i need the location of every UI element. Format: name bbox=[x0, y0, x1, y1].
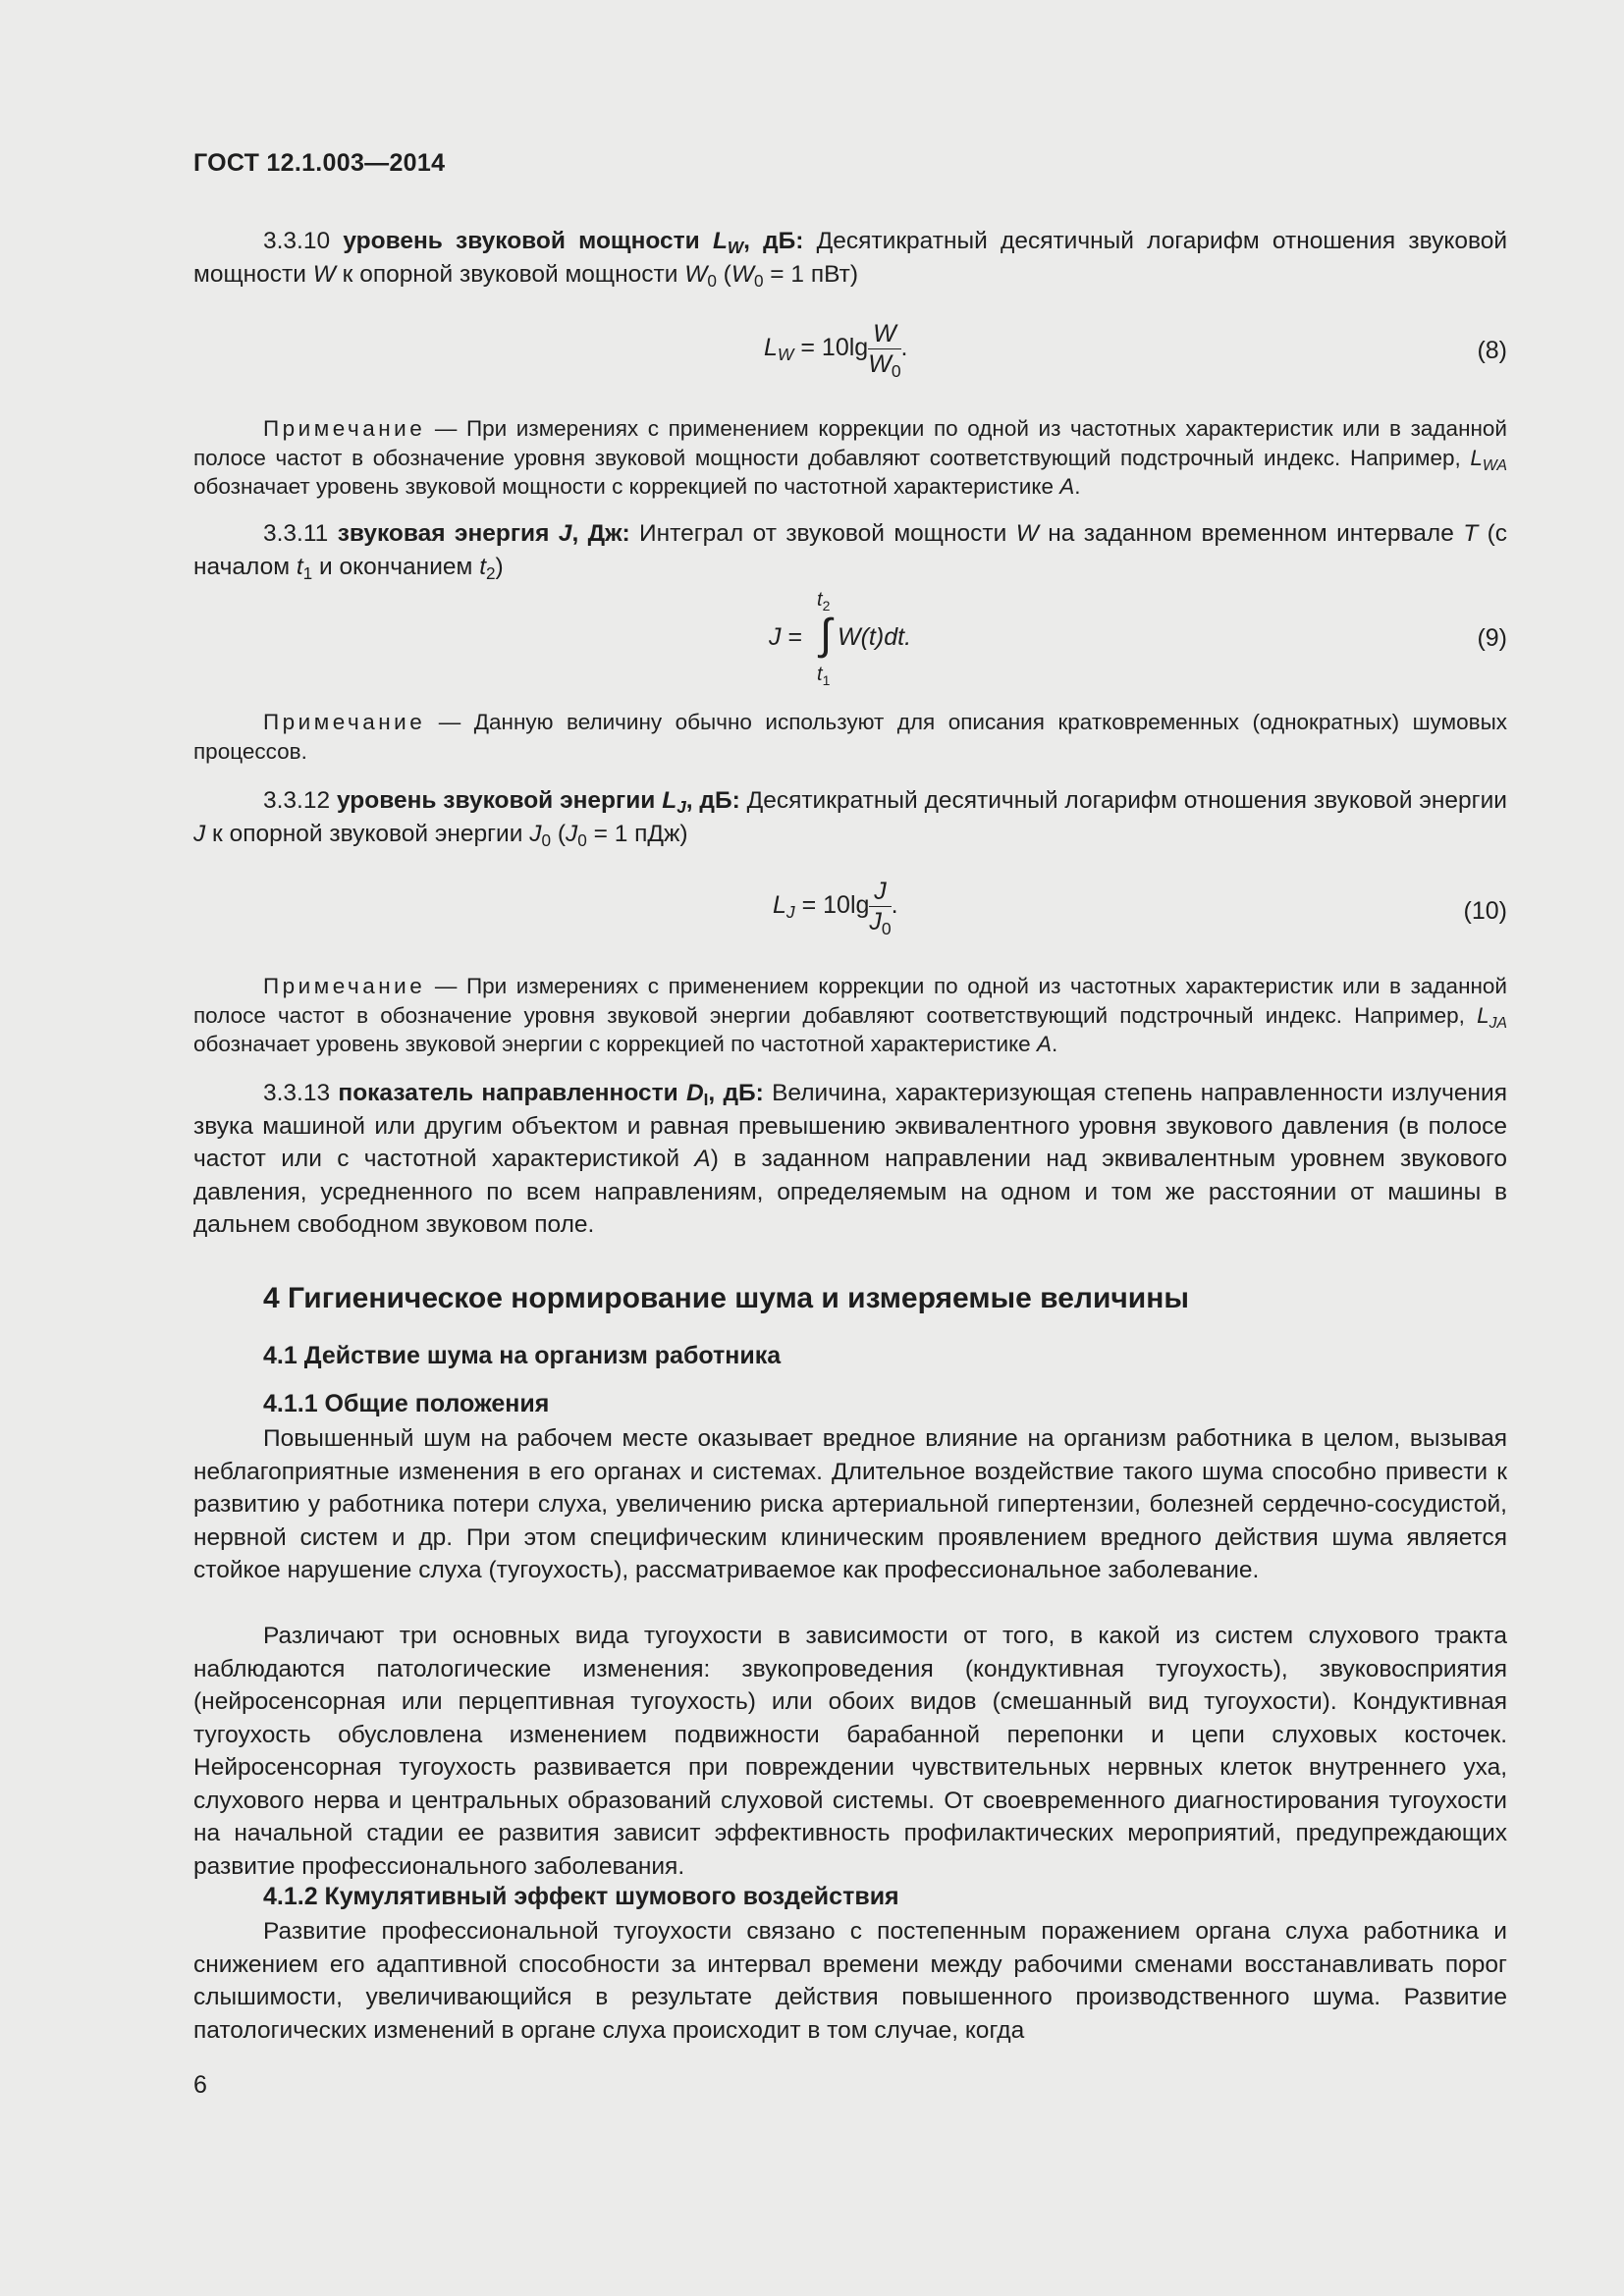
formula-number-9: (9) bbox=[1477, 624, 1507, 652]
clause-number: 3.3.11 bbox=[263, 520, 338, 547]
term: показатель направленности $D_I$, дБ: bbox=[338, 1080, 764, 1109]
clause-number: 3.3.10 bbox=[263, 228, 344, 254]
note-2: Примечание — Данную величину обычно используют для описания кратковременных (однократных) шумовых процессов. bbox=[193, 710, 1507, 764]
paragraph-4-1-2: Развитие профессиональной тугоухости связано с постепенным поражением органа слуха работника и снижением его адаптивной способности за интервал времени между рабочими сменами восстанавливать порог слышимости, увеличивающийся в результате действия повышенного производственного шума. Развитие патологических изменений в органе слуха происходит в том случае, когда bbox=[193, 1918, 1507, 2044]
definition-3-3-10: 3.3.10 уровень звуковой мощности $L_W$, дБ: Десятикратный десятичный логарифм отношения звуковой мощности W к опорной звуковой мощности $W_0$ ($W_0 = 1$ пВт) bbox=[193, 228, 1508, 291]
paragraph-4-1-1-b: Различают три основных вида тугоухости в зависимости от того, в какой из систем слухового тракта наблюдаются патологические изменения: звукопроведения (кондуктивная тугоухость), звуковосприятия (нейросенсорная или перцептивная тугоухость) или обоих видов (смешанный вид тугоухости). Кондуктивная тугоухость обусловлена изменением подвижности барабанной перепонки и цепи слуховых косточек. Нейросенсорная тугоухость развивается при повреждении чувствительных нервных клеток внутреннего уха, слухового нерва и центральных образований слуховой системы. От своевременного диагностирования тугоухости на начальной стадии ее развития зависит эффективность профилактических мероприятий, предупреждающих развитие профессионального заболевания. bbox=[193, 1623, 1507, 1880]
note-label: Примечание bbox=[263, 974, 426, 998]
paragraph-4-1-1-a: Повышенный шум на рабочем месте оказывает вредное влияние на организм работника в целом, вызывая неблагоприятные изменения в его органах и системах. Длительное воздействие такого шума способно привести к развитию у работника потери слуха, увеличению риска артериальной гипертензии, болезней сердечно-сосудистой, нервной систем и др. При этом специфическим клиническим проявлением вредного действия шума является стойкое нарушение слуха (тугоухость), рассматриваемое как профессиональное заболевание. bbox=[193, 1425, 1507, 1583]
formula-10: $L_J = 10\lg$ $\frac{J}{J_0}$ . bbox=[773, 878, 898, 938]
note-1: Примечание — При измерениях с применением коррекции по одной из частотных характеристик или в заданной полосе частот в обозначение уровня звуковой мощности добавляют соответствующий подстрочный индекс. Например, $L_{WA}$ обозначает уровень звуковой мощности с коррекцией по частотной характеристике A. bbox=[193, 416, 1507, 499]
note-3: Примечание — При измерениях с применением коррекции по одной из частотных характеристик или в заданной полосе частот в обозначение уровня звуковой энергии добавляют соответствующий подстрочный индекс. Например, $L_{JA}$ обозначает уровень звуковой энергии с коррекцией по частотной характеристике A. bbox=[193, 974, 1507, 1056]
term: уровень звуковой мощности $L_W$, дБ: bbox=[343, 228, 804, 257]
formula-number-10: (10) bbox=[1463, 897, 1507, 925]
note-label: Примечание bbox=[263, 710, 426, 734]
integral-sign: ∫ bbox=[820, 611, 833, 659]
definition-3-3-13: 3.3.13 показатель направленности $D_I$, дБ: Величина, характеризующая степень направленности излучения звука машиной или другим объектом и равная превышению эквивалентного уровня звукового давления (в полосе частот или с частотной характеристикой A) в заданном направлении над эквивалентным уровнем звукового давления, усредненного по всем направлениям, определяемым на одном и том же расстоянии от машины в дальнем свободном звуковом поле. bbox=[193, 1080, 1508, 1238]
term: уровень звуковой энергии $L_J$, дБ: bbox=[336, 787, 740, 817]
document-header: ГОСТ 12.1.003—2014 bbox=[193, 149, 446, 177]
definition-3-3-12: 3.3.12 уровень звуковой энергии $L_J$, дБ: Десятикратный десятичный логарифм отношения звуковой энергии J к опорной звуковой энергии $J_0$ ($J_0 = 1$ пДж) bbox=[193, 787, 1507, 850]
term: звуковая энергия J, Дж: bbox=[337, 520, 630, 547]
definition-3-3-11: 3.3.11 звуковая энергия J, Дж: Интеграл от звуковой мощности W на заданном временном интервале T (с началом $t_1$ и окончанием $t_2$) bbox=[193, 520, 1508, 583]
formula-8: $L_W = 10\lg$ $\frac{W}{W_0}$ . bbox=[764, 320, 908, 381]
section-4-1-1-heading: 4.1.1 Общие положения bbox=[263, 1390, 550, 1417]
section-4-1-2-heading: 4.1.2 Кумулятивный эффект шумового воздействия bbox=[263, 1883, 899, 1910]
clause-number: 3.3.13 bbox=[263, 1080, 339, 1106]
section-4-heading: 4 Гигиеническое нормирование шума и измеряемые величины bbox=[263, 1282, 1189, 1314]
section-4-1-heading: 4.1 Действие шума на организм работника bbox=[263, 1342, 782, 1369]
formula-number-8: (8) bbox=[1477, 337, 1507, 364]
formula-9: J = $t_2$ ∫ $t_1$ W(t)dt. bbox=[769, 589, 912, 688]
clause-number: 3.3.12 bbox=[263, 787, 337, 814]
page-number: 6 bbox=[193, 2071, 207, 2099]
note-label: Примечание bbox=[263, 416, 426, 441]
